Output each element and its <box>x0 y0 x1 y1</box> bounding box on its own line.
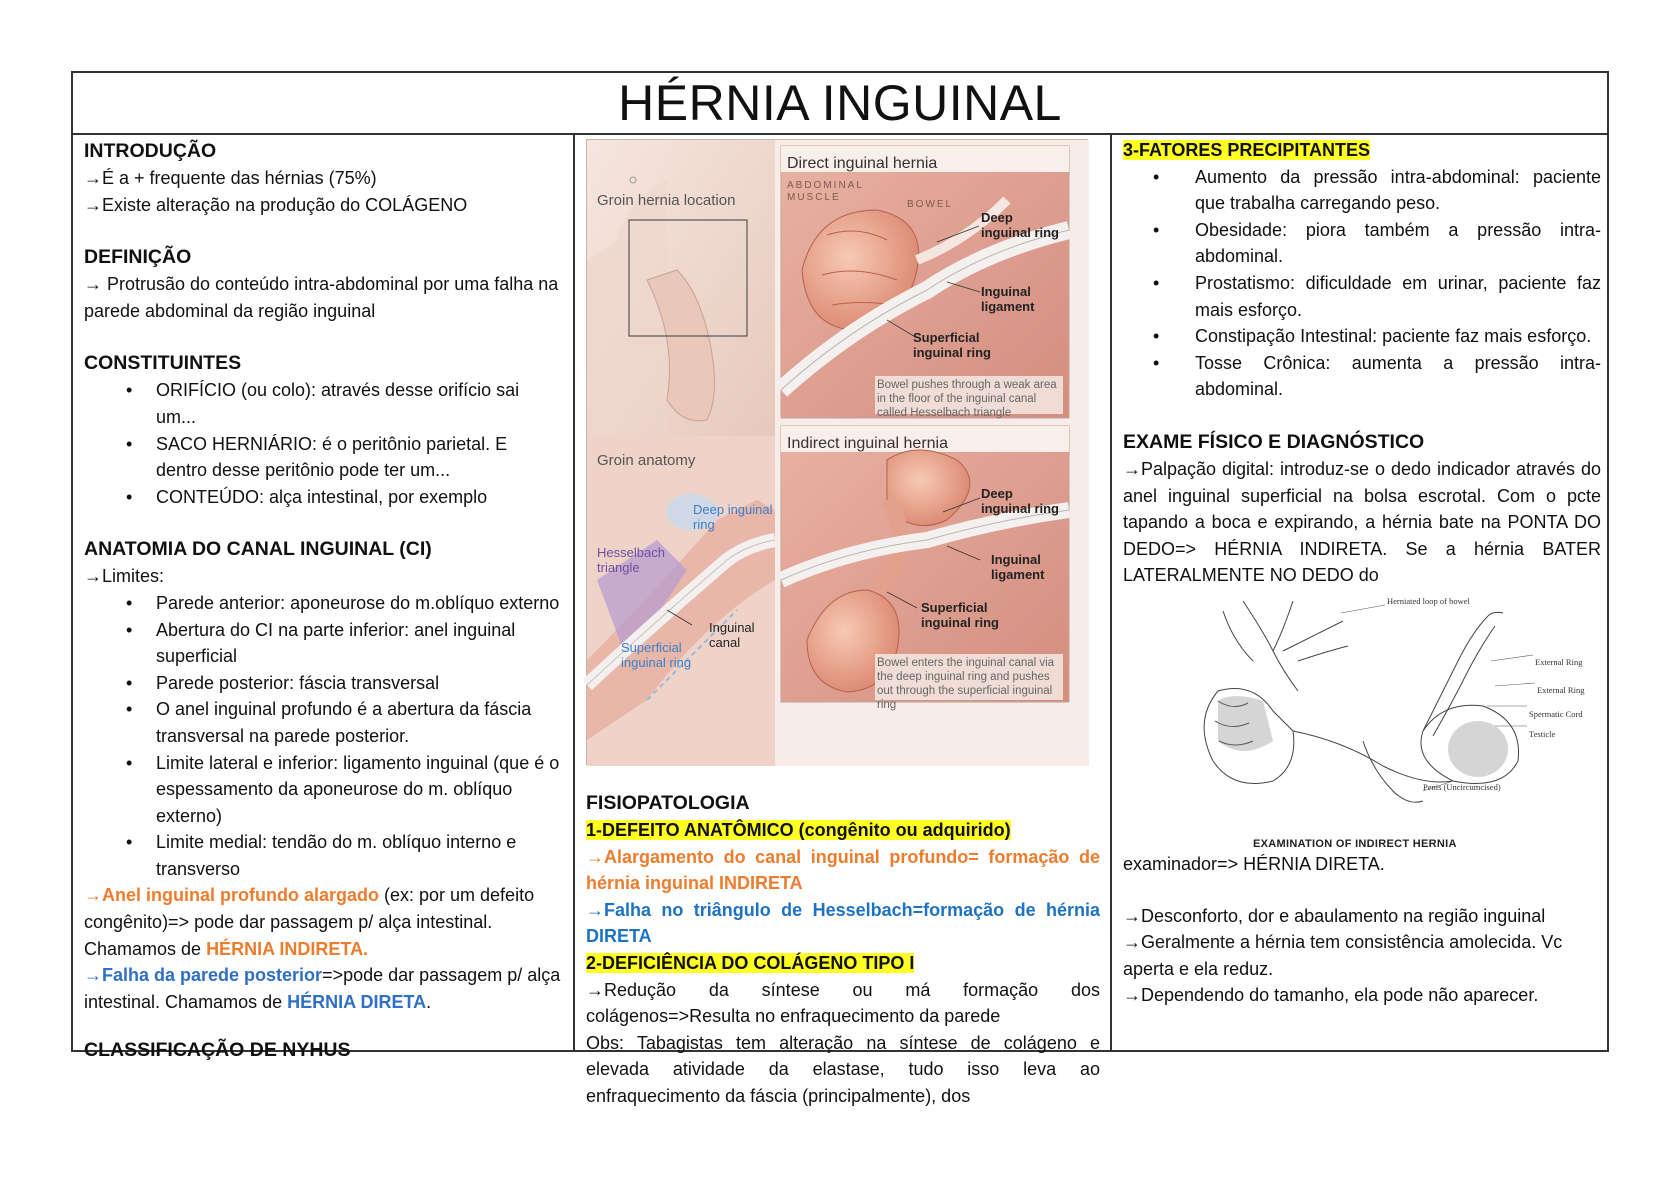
bullet-icon: • <box>126 486 133 507</box>
superficial-ring-label: Superficial inguinal ring <box>913 330 991 360</box>
bullet-icon: • <box>1153 166 1160 187</box>
list-item: • Tosse Crônica: aumenta a pressão intra-abdominal. <box>1153 350 1601 403</box>
bowel-label: BOWEL <box>907 199 954 210</box>
superficial-ring-blue-label: Superficial inguinal ring <box>621 640 692 670</box>
paragraph-alargamento: →Alargamento do canal inguinal profundo= formação de hérnia inguinal INDIRETA <box>586 846 1100 894</box>
heading-introducao: INTRODUÇÃO <box>84 140 217 162</box>
column-middle <box>575 135 1112 1106</box>
inguinal-canal-label: Inguinal canal <box>709 620 755 650</box>
list-item: • Limite medial: tendão do m. oblíquo interno e transverso <box>126 829 563 882</box>
fatores-list <box>1123 164 1601 403</box>
constituintes-list <box>84 377 563 510</box>
heading-fatores: 3-FATORES PRECIPITANTES <box>1123 140 1371 160</box>
paragraph-palpacao: →Palpação digital: introduz-se o dedo indicador através do anel inguinal superficial na bolsa escrotal. Com o pcte tapando a boca e expirando, a hérnia bate na PONTA DO DEDO=> HÉRNIA INDIRETA. Se a hérnia BATER LATERALMENTE NO DEDO do <box>1123 458 1601 586</box>
bullet-icon: • <box>126 832 133 853</box>
list-item: • SACO HERNIÁRIO: é o peritônio parietal. E dentro desse peritônio pode ter um... <box>126 431 563 484</box>
list-item: • Aumento da pressão intra-abdominal: paciente que trabalha carregando peso. <box>1153 164 1601 217</box>
bullet-icon: • <box>1153 326 1160 347</box>
herniated-loop-label: Herniated loop of bowel <box>1387 595 1470 606</box>
paragraph-exame-5: →Dependendo do tamanho, ela pode não aparecer. <box>1123 985 1539 1006</box>
blue-highlight: Falha da parede posterior <box>102 965 323 986</box>
columns <box>73 135 1607 1106</box>
bullet-icon: • <box>1153 272 1160 293</box>
hesselbach-label: Hesselbach triangle <box>597 545 665 575</box>
study-sheet <box>71 71 1609 1106</box>
hernia-illustration <box>586 139 1088 765</box>
paragraph-indirect: →Anel inguinal profundo alargado (ex: por um defeito congênito)=> pode dar passagem p/ alça intestinal. Chamamos de HÉRNIA INDIRETA. <box>84 885 535 959</box>
paragraph-exame-4: →Geralmente a hérnia tem consistência amolecida. Vc aperta e ela reduz. <box>1123 932 1563 979</box>
inguinal-ligament-label-2: Inguinal ligament <box>991 552 1045 582</box>
list-item: • O anel inguinal profundo é a abertura da fáscia transversal na parede posterior. <box>126 696 563 749</box>
paragraph-exame-2: examinador=> HÉRNIA DIRETA. <box>1123 853 1385 874</box>
paragraph-exame-3: →Desconforto, dor e abaulamento na região inguinal <box>1123 905 1546 926</box>
list-item: • Prostatismo: dificuldade em urinar, paciente faz mais esforço. <box>1153 270 1601 323</box>
external-ring-label-2: External Ring <box>1537 684 1585 695</box>
list-item: • Constipação Intestinal: paciente faz mais esforço. <box>1153 323 1601 350</box>
list-item: • ORIFÍCIO (ou colo): através desse orifício sai um... <box>126 377 563 430</box>
bullet-icon: • <box>126 699 133 720</box>
deep-ring-blue-label: Deep inguinal ring <box>693 502 773 532</box>
testicle-label: Testicle <box>1529 728 1556 739</box>
bullet-icon: • <box>126 592 133 613</box>
indirect-hernia-title: Indirect inguinal hernia <box>787 435 948 452</box>
definition-text: → Protrusão do conteúdo intra-abdominal por uma falha na parede abdominal da região inguinal <box>84 274 559 321</box>
list-item: • Abertura do CI na parte inferior: anel inguinal superficial <box>126 617 563 670</box>
limites-label: →Limites: <box>84 566 165 587</box>
orange-highlight: Anel inguinal profundo alargado <box>102 885 379 906</box>
paragraph-reducao: →Redução da síntese ou má formação dos colágenos=>Resulta no enfraquecimento da parede <box>586 979 1100 1027</box>
heading-deficiencia-colageno: 2-DEFICIÊNCIA DO COLÁGENO TIPO I <box>586 952 915 973</box>
external-ring-label: External Ring <box>1535 656 1583 667</box>
hernia-direta-label: HÉRNIA DIRETA <box>287 991 427 1012</box>
column-right <box>1112 135 1611 1050</box>
list-item: • Parede anterior: aponeurose do m.oblíquo externo <box>126 590 563 617</box>
superficial-ring-label-2: Superficial inguinal ring <box>921 600 999 630</box>
heading-exame-fisico: EXAME FÍSICO E DIAGNÓSTICO <box>1123 430 1425 453</box>
groin-anatomy-label: Groin anatomy <box>597 452 696 469</box>
hernia-indireta-label: HÉRNIA INDIRETA. <box>206 938 369 959</box>
intro-line-1: →É a + frequente das hérnias (75%) <box>84 168 377 188</box>
intro-line-2: →Existe alteração na produção do COLÁGENO <box>84 194 468 215</box>
inguinal-ligament-label: Inguinal ligament <box>981 284 1035 314</box>
heading-classificacao: CLASSIFICAÇÃO DE NYHUS <box>84 1039 351 1062</box>
column-left <box>73 135 575 1062</box>
heading-anatomia: ANATOMIA DO CANAL INGUINAL (CI) <box>84 538 432 561</box>
direct-caption: Bowel pushes through a weak area in the floor of the inguinal canal called Hesselbach triangle <box>877 379 1057 419</box>
list-item: • CONTEÚDO: alça intestinal, por exemplo <box>126 484 563 511</box>
groin-location-label: Groin hernia location <box>597 192 736 209</box>
list-item: • Parede posterior: fáscia transversal <box>126 670 563 697</box>
direct-hernia-title: Direct inguinal hernia <box>787 155 938 172</box>
list-item: • Limite lateral e inferior: ligamento inguinal (que é o espessamento da aponeurose do m. oblíquo externo) <box>126 750 563 830</box>
page-title: HÉRNIA INGUINAL <box>618 75 1062 131</box>
penis-label: Penis (Uncircumcised) <box>1423 781 1501 792</box>
bullet-icon: • <box>1153 352 1160 373</box>
abdominal-muscle-label: ABDOMINAL MUSCLE <box>787 180 864 203</box>
anatomia-list <box>84 590 563 883</box>
deep-ring-label-2: Deep inguinal ring <box>981 486 1059 516</box>
heading-definicao: DEFINIÇÃO <box>84 246 192 269</box>
examination-illustration <box>1123 591 1601 851</box>
list-item: • Obesidade: piora também a pressão intra-abdominal. <box>1153 217 1601 270</box>
heading-fisiopatologia: FISIOPATOLOGIA <box>586 792 750 814</box>
title-row <box>73 73 1607 135</box>
bullet-icon: • <box>1153 219 1160 240</box>
spermatic-cord-label: Spermatic Cord <box>1529 708 1583 719</box>
deep-ring-label: Deep inguinal ring <box>981 210 1059 240</box>
bullet-icon: • <box>126 672 133 693</box>
paragraph-obs: Obs: Tabagistas tem alteração na síntese de colágeno e elevada atividade da elastase, tudo isso leva ao enfraquecimento da fáscia (principalmente), dos <box>586 1032 1100 1106</box>
bullet-icon: • <box>126 380 133 401</box>
bullet-icon: • <box>126 752 133 773</box>
bullet-icon: • <box>126 619 133 640</box>
heading-constituintes: CONSTITUINTES <box>84 352 242 375</box>
indirect-caption: Bowel enters the inguinal canal via the deep inguinal ring and pushes out through the superficial inguinal ring <box>877 657 1055 711</box>
bullet-icon: • <box>126 433 133 454</box>
heading-defeito-anatomico: 1-DEFEITO ANATÔMICO (congênito ou adquirido) <box>586 820 1011 840</box>
paragraph-hesselbach: →Falha no triângulo de Hesselbach=formação de hérnia DIRETA <box>586 899 1100 947</box>
examination-caption: EXAMINATION OF INDIRECT HERNIA <box>1253 837 1457 850</box>
paragraph-direct: →Falha da parede posterior=>pode dar passagem p/ alça intestinal. Chamamos de HÉRNIA DIRETA. <box>84 965 561 1012</box>
